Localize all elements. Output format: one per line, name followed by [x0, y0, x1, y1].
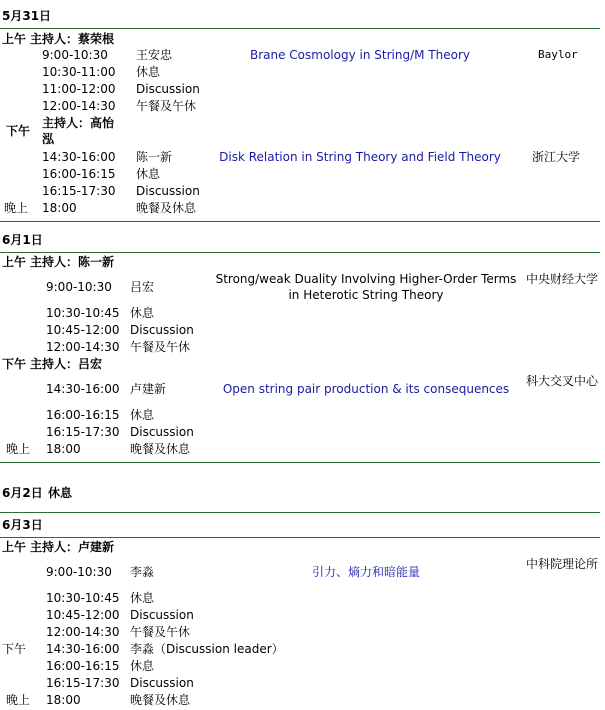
day-1-morning-label: 上午: [2, 32, 27, 46]
day-1-row-6-speaker: 休息: [136, 167, 161, 181]
day-2-date: 6月1日: [2, 233, 43, 247]
day-1-row-5-time: 14:30-16:00: [42, 150, 116, 164]
day-4-divider: [0, 537, 600, 538]
day-1-morning-host: 主持人：蔡荣根: [30, 32, 115, 46]
day-2-row-6-speaker: 休息: [130, 408, 155, 422]
day-1-row-8-time: 18:00: [42, 201, 77, 215]
day-2-row-8-time: 18:00: [46, 442, 81, 456]
day-4-row-6-time: 16:00-16:15: [46, 659, 120, 673]
day-4-date: 6月3日: [2, 518, 43, 532]
day-4-row-2-speaker: 休息: [130, 591, 155, 605]
day-4-afternoon-label: 下午: [2, 642, 27, 656]
day-4-row-6-speaker: 休息: [130, 659, 155, 673]
day-2-row-1-time: 9:00-10:30: [46, 280, 112, 294]
day-2-afternoon-label: 下午: [2, 357, 27, 371]
day-4-morning-host: 主持人：卢建新: [30, 540, 115, 554]
day-4-row-5-time: 14:30-16:00: [46, 642, 120, 656]
day-1-row-3-speaker: Discussion: [136, 82, 200, 96]
day-4-row-3-speaker: Discussion: [130, 608, 194, 622]
day-1-row-2-speaker: 休息: [136, 65, 161, 79]
day-2-row-5-speaker: 卢建新: [130, 382, 167, 396]
day-2-row-1-affiliation: 中央财经大学: [526, 272, 599, 286]
day-1-date: 5月31日: [2, 9, 52, 23]
day-2-row-7-time: 16:15-17:30: [46, 425, 120, 439]
day-1-row-1-affiliation: Baylor: [538, 48, 578, 61]
day-1-row-1-time: 9:00-10:30: [42, 48, 108, 62]
day-1-row-1-title: Brane Cosmology in String/M Theory: [249, 48, 470, 62]
day-2-row-1-title: Strong/weak Duality Involving Higher-Order Terms in Heterotic String Theory: [215, 272, 517, 302]
day-4-row-3-time: 10:45-12:00: [46, 608, 120, 622]
day-1-row-4-speaker: 午餐及午休: [136, 99, 197, 113]
day-1-afternoon-host: 主持人：高怡泓: [42, 116, 115, 146]
day-4-row-4-speaker: 午餐及午休: [130, 625, 191, 639]
day-1-afternoon-label: 下午: [6, 124, 31, 138]
day-1-row-2-time: 10:30-11:00: [42, 65, 116, 79]
day-1-row-7-time: 16:15-17:30: [42, 184, 116, 198]
day-1-row-5-speaker: 陈一新: [136, 150, 173, 164]
day-1-row-1-speaker: 王安忠: [136, 48, 173, 62]
day-1-row-8-speaker: 晚餐及休息: [136, 201, 197, 215]
day-1-row-3-time: 11:00-12:00: [42, 82, 116, 96]
day-4-row-1-time: 9:00-10:30: [46, 565, 112, 579]
day-2-morning-host: 主持人：陈一新: [30, 255, 115, 269]
day-3-date: 6月2日: [2, 486, 43, 500]
day-3-bottom-divider: [0, 512, 600, 513]
day-1-evening-label: 晚上: [4, 201, 29, 215]
day-4-row-8-speaker: 晚餐及休息: [130, 693, 191, 707]
day-1-bottom-divider: [0, 221, 600, 222]
day-4-evening-label: 晚上: [6, 693, 31, 707]
day-2-row-5-affiliation: 科大交叉中心: [526, 374, 599, 388]
day-1-row-5-affiliation: 浙江大学: [532, 150, 581, 164]
day-2-afternoon-host: 主持人：吕宏: [30, 357, 103, 371]
day-2-row-1-speaker: 吕宏: [130, 280, 155, 294]
day-2-row-5-time: 14:30-16:00: [46, 382, 120, 396]
day-4-row-8-time: 18:00: [46, 693, 81, 707]
day-2-divider: [0, 252, 600, 253]
day-2-row-4-time: 12:00-14:30: [46, 340, 120, 354]
day-2-row-4-speaker: 午餐及午休: [130, 340, 191, 354]
day-1-row-6-time: 16:00-16:15: [42, 167, 116, 181]
day-4-row-7-time: 16:15-17:30: [46, 676, 120, 690]
day-1-row-4-time: 12:00-14:30: [42, 99, 116, 113]
day-4-row-7-speaker: Discussion: [130, 676, 194, 690]
day-4-morning-label: 上午: [2, 540, 27, 554]
day-2-row-6-time: 16:00-16:15: [46, 408, 120, 422]
day-4-row-4-time: 12:00-14:30: [46, 625, 120, 639]
day-4-row-1-speaker: 李淼: [130, 565, 155, 579]
day-4-row-5-speaker: 李淼（Discussion leader）: [130, 642, 284, 656]
day-2-evening-label: 晚上: [6, 442, 31, 456]
day-4-row-2-time: 10:30-10:45: [46, 591, 120, 605]
day-2-row-7-speaker: Discussion: [130, 425, 194, 439]
day-2-row-5-title: Open string pair production & its consequences: [222, 382, 510, 396]
day-1-row-5-title: Disk Relation in String Theory and Field Theory: [219, 150, 501, 164]
day-1-row-7-speaker: Discussion: [136, 184, 200, 198]
day-2-row-2-time: 10:30-10:45: [46, 306, 120, 320]
day-3-rest-note: 休息: [48, 486, 73, 500]
day-1-divider: [0, 28, 600, 29]
day-2-morning-label: 上午: [2, 255, 27, 269]
day-2-row-8-speaker: 晚餐及休息: [130, 442, 191, 456]
day-2-bottom-divider: [0, 462, 600, 463]
day-2-row-3-speaker: Discussion: [130, 323, 194, 337]
day-2-row-2-speaker: 休息: [130, 306, 155, 320]
day-2-row-3-time: 10:45-12:00: [46, 323, 120, 337]
day-4-row-1-title: 引力、熵力和暗能量: [311, 565, 420, 579]
day-4-row-1-affiliation: 中科院理论所: [526, 557, 599, 571]
